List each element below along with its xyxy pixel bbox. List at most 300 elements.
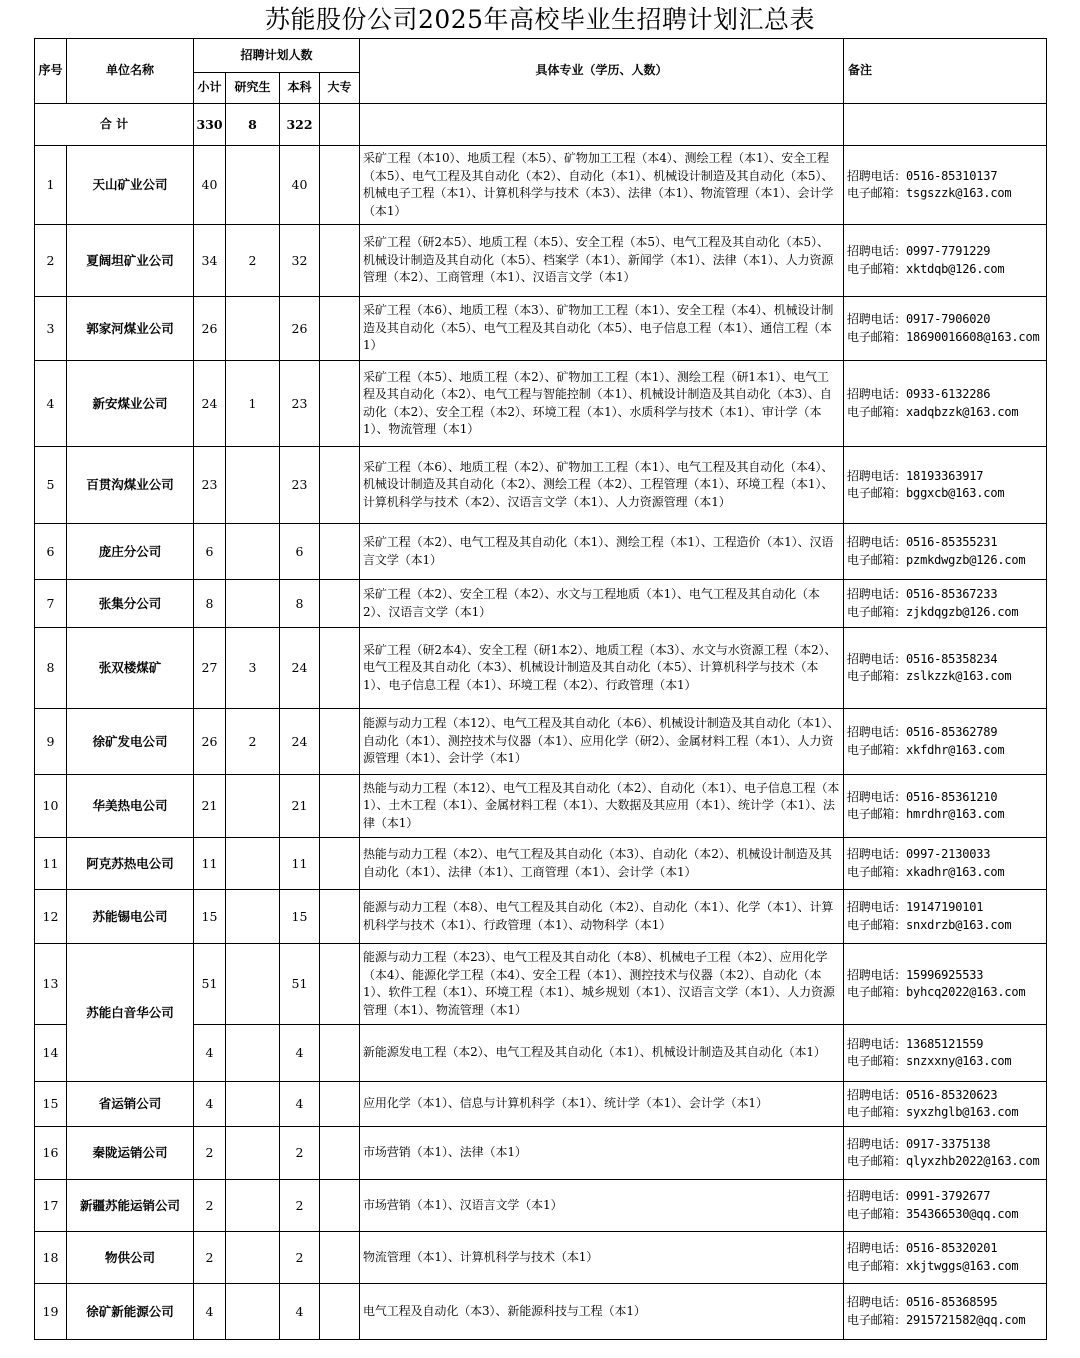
header-grad: 研究生	[226, 73, 280, 104]
email-value: xkadhr@163.com	[906, 864, 1005, 879]
phone-value: 0991-3792677	[906, 1189, 991, 1203]
row-subtotal: 4	[194, 1082, 226, 1127]
email-value: 18690016608@163.com	[906, 329, 1040, 344]
table-row	[35, 580, 1047, 628]
row-unit: 新安煤业公司	[67, 361, 194, 447]
row-majors: 采矿工程（本5）、地质工程（本2）、矿物加工工程（本1）、测绘工程（研1本1）、电气工程及其自动化（本2）、电气工程与智能控制（本1）、机械设计制造及其自动化（本3）、自动化（本2）、安全工程（本2）、环境工程（本1）、水质科学与技术（本1）、审计学（本1）、物流管理（本1）	[360, 361, 844, 447]
row-contact	[844, 297, 1047, 361]
email-value: byhcq2022@163.com	[906, 985, 1026, 999]
row-subtotal: 2	[194, 1127, 226, 1180]
row-unit: 天山矿业公司	[67, 146, 194, 225]
row-seq: 14	[35, 1025, 67, 1082]
email-value: xkfdhr@163.com	[906, 742, 1005, 757]
table-row	[35, 146, 1047, 225]
row-grad	[226, 297, 280, 361]
row-college	[320, 944, 360, 1025]
row-subtotal: 24	[194, 361, 226, 447]
table-row	[35, 524, 1047, 580]
row-majors: 电气工程及自动化（本3）、新能源科技与工程（本1）	[360, 1284, 844, 1340]
row-grad	[226, 580, 280, 628]
row-email	[847, 329, 1043, 347]
row-contact	[844, 944, 1047, 1025]
row-majors: 能源与动力工程（本12）、电气工程及其自动化（本6）、机械设计制造及其自动化（本1）、自动化（本1）、测控技术与仪器（本1）、应用化学（研2）、金属材料工程（本1）、人力资源管理（本1）、会计学（本1）	[360, 709, 844, 775]
row-college	[320, 524, 360, 580]
row-email	[847, 668, 1043, 686]
row-unit: 苏能白音华公司	[67, 944, 194, 1082]
row-bachelor: 6	[280, 524, 320, 580]
row-subtotal: 27	[194, 628, 226, 709]
row-seq: 8	[35, 628, 67, 709]
email-label: 电子邮箱：	[847, 1312, 907, 1327]
row-unit: 阿克苏热电公司	[67, 838, 194, 890]
row-college	[320, 1284, 360, 1340]
row-seq: 3	[35, 297, 67, 361]
row-subtotal: 6	[194, 524, 226, 580]
row-seq: 7	[35, 580, 67, 628]
row-grad	[226, 1025, 280, 1082]
row-unit: 省运销公司	[67, 1082, 194, 1127]
row-majors: 采矿工程（本6）、地质工程（本2）、矿物加工工程（本1）、电气工程及其自动化（本4）、机械设计制造及其自动化（本2）、测绘工程（本2）、工程管理（本1）、环境工程（本1）、计算机科学与技术（本2）、汉语言文学（本1）、人力资源管理（本1）	[360, 447, 844, 524]
row-bachelor: 51	[280, 944, 320, 1025]
row-grad	[226, 1082, 280, 1127]
row-seq: 19	[35, 1284, 67, 1340]
row-unit: 夏阔坦矿业公司	[67, 225, 194, 297]
phone-value: 19147190101	[906, 900, 984, 914]
row-bachelor: 2	[280, 1232, 320, 1284]
phone-label: 招聘电话：	[847, 651, 907, 666]
row-majors: 物流管理（本1）、计算机科学与技术（本1）	[360, 1232, 844, 1284]
email-value: xkjtwggs@163.com	[906, 1258, 1019, 1273]
row-email	[847, 1206, 1043, 1224]
row-grad: 2	[226, 225, 280, 297]
table-row	[35, 1180, 1047, 1232]
row-bachelor: 11	[280, 838, 320, 890]
row-grad	[226, 447, 280, 524]
row-majors: 采矿工程（本2）、安全工程（本2）、水文与工程地质（本1）、电气工程及其自动化（本2）、汉语言文学（本1）	[360, 580, 844, 628]
phone-value: 0516-85368595	[906, 1295, 998, 1309]
row-bachelor: 15	[280, 890, 320, 944]
row-phone	[847, 1036, 1043, 1054]
row-contact	[844, 580, 1047, 628]
row-seq: 6	[35, 524, 67, 580]
row-college	[320, 890, 360, 944]
header-notes: 备注	[844, 39, 1047, 104]
row-majors: 市场营销（本1）、法律（本1）	[360, 1127, 844, 1180]
email-label: 电子邮箱：	[847, 186, 907, 200]
email-label: 电子邮箱：	[847, 864, 907, 879]
phone-label: 招聘电话：	[847, 725, 907, 739]
row-bachelor: 23	[280, 447, 320, 524]
row-bachelor: 21	[280, 775, 320, 838]
row-phone	[847, 243, 1043, 261]
row-contact	[844, 1284, 1047, 1340]
row-contact	[844, 1025, 1047, 1082]
email-label: 电子邮箱：	[847, 261, 907, 276]
email-value: bggxcb@163.com	[906, 486, 1005, 500]
row-contact	[844, 524, 1047, 580]
email-label: 电子邮箱：	[847, 669, 907, 683]
email-label: 电子邮箱：	[847, 1054, 907, 1068]
row-email	[847, 404, 1043, 422]
row-email	[847, 917, 1043, 935]
header-unit: 单位名称	[67, 39, 194, 104]
row-bachelor: 8	[280, 580, 320, 628]
row-majors: 采矿工程（本6）、地质工程（本3）、矿物加工工程（本1）、安全工程（本4）、机械设计制造及其自动化（本5）、电气工程及其自动化（本5）、电子信息工程（本1）、通信工程（本1）	[360, 297, 844, 361]
total-majors	[360, 104, 844, 146]
row-bachelor: 24	[280, 709, 320, 775]
row-contact	[844, 1082, 1047, 1127]
row-contact	[844, 890, 1047, 944]
row-phone	[847, 899, 1043, 917]
table-row	[35, 225, 1047, 297]
row-subtotal: 11	[194, 838, 226, 890]
phone-value: 0516-85367233	[906, 587, 998, 601]
phone-value: 0917-3375138	[906, 1136, 991, 1151]
row-subtotal: 4	[194, 1284, 226, 1340]
row-email	[847, 984, 1043, 1002]
row-email	[847, 742, 1043, 760]
phone-label: 招聘电话：	[847, 312, 907, 326]
phone-label: 招聘电话：	[847, 587, 907, 601]
row-grad	[226, 944, 280, 1025]
total-subtotal: 330	[194, 104, 226, 146]
row-subtotal: 15	[194, 890, 226, 944]
phone-label: 招聘电话：	[847, 168, 907, 183]
header-bachelor: 本科	[280, 73, 320, 104]
phone-value: 15996925533	[906, 967, 984, 982]
row-unit: 张集分公司	[67, 580, 194, 628]
row-seq: 11	[35, 838, 67, 890]
phone-label: 招聘电话：	[847, 789, 907, 804]
row-unit: 郭家河煤业公司	[67, 297, 194, 361]
phone-label: 招聘电话：	[847, 387, 907, 401]
row-contact	[844, 775, 1047, 838]
email-label: 电子邮箱：	[847, 552, 907, 567]
total-college	[320, 104, 360, 146]
email-label: 电子邮箱：	[847, 329, 907, 344]
row-unit: 徐矿发电公司	[67, 709, 194, 775]
row-grad	[226, 146, 280, 225]
phone-label: 招聘电话：	[847, 535, 907, 549]
email-value: zjkdqgzb@126.com	[906, 604, 1019, 619]
row-bachelor: 40	[280, 146, 320, 225]
row-grad: 3	[226, 628, 280, 709]
row-subtotal: 8	[194, 580, 226, 628]
row-subtotal: 51	[194, 944, 226, 1025]
email-value: pzmkdwgzb@126.com	[906, 552, 1026, 567]
row-unit: 秦陇运销公司	[67, 1127, 194, 1180]
table-row	[35, 361, 1047, 447]
row-college	[320, 1127, 360, 1180]
row-contact	[844, 628, 1047, 709]
row-college	[320, 361, 360, 447]
row-seq: 9	[35, 709, 67, 775]
phone-label: 招聘电话：	[847, 244, 907, 258]
email-label: 电子邮箱：	[847, 917, 907, 932]
row-unit: 张双楼煤矿	[67, 628, 194, 709]
phone-label: 招聘电话：	[847, 1241, 907, 1255]
row-email	[847, 1053, 1043, 1071]
row-seq: 12	[35, 890, 67, 944]
table-row	[35, 890, 1047, 944]
row-unit: 苏能锡电公司	[67, 890, 194, 944]
phone-label: 招聘电话：	[847, 1295, 907, 1309]
row-bachelor: 2	[280, 1180, 320, 1232]
row-college	[320, 225, 360, 297]
row-college	[320, 628, 360, 709]
email-label: 电子邮箱：	[847, 486, 907, 500]
row-unit: 百贯沟煤业公司	[67, 447, 194, 524]
row-seq: 16	[35, 1127, 67, 1180]
table-row	[35, 447, 1047, 524]
phone-value: 0516-85358234	[906, 651, 998, 666]
email-label: 电子邮箱：	[847, 1206, 907, 1221]
phone-value: 0516-85355231	[906, 535, 998, 549]
row-bachelor: 32	[280, 225, 320, 297]
table-row	[35, 775, 1047, 838]
row-phone	[847, 311, 1043, 329]
row-email	[847, 1258, 1043, 1276]
row-grad	[226, 890, 280, 944]
email-value: snzxxny@163.com	[906, 1054, 1012, 1068]
row-college	[320, 1232, 360, 1284]
row-phone	[847, 386, 1043, 404]
row-unit: 华美热电公司	[67, 775, 194, 838]
email-label: 电子邮箱：	[847, 807, 907, 821]
row-contact	[844, 709, 1047, 775]
table-row	[35, 944, 1047, 1025]
row-seq: 13	[35, 944, 67, 1025]
total-row	[35, 104, 1047, 146]
row-phone	[847, 1188, 1043, 1206]
table-row	[35, 1127, 1047, 1180]
row-bachelor: 24	[280, 628, 320, 709]
recruitment-table	[34, 38, 1047, 1340]
email-value: hmrdhr@163.com	[906, 807, 1005, 821]
row-college	[320, 580, 360, 628]
phone-value: 0933-6132286	[906, 387, 991, 401]
email-label: 电子邮箱：	[847, 742, 907, 757]
total-notes	[844, 104, 1047, 146]
row-unit: 新疆苏能运销公司	[67, 1180, 194, 1232]
row-bachelor: 4	[280, 1284, 320, 1340]
row-seq: 17	[35, 1180, 67, 1232]
phone-value: 0516-85320623	[906, 1087, 998, 1102]
row-email	[847, 864, 1043, 882]
row-phone	[847, 1136, 1043, 1154]
row-grad: 2	[226, 709, 280, 775]
total-bachelor: 322	[280, 104, 320, 146]
row-majors: 新能源发电工程（本2）、电气工程及其自动化（本1）、机械设计制造及其自动化（本1）	[360, 1025, 844, 1082]
row-bachelor: 23	[280, 361, 320, 447]
phone-label: 招聘电话：	[847, 1087, 907, 1102]
row-college	[320, 775, 360, 838]
row-college	[320, 1180, 360, 1232]
header-subtotal: 小计	[194, 73, 226, 104]
row-email	[847, 806, 1043, 824]
row-bachelor: 4	[280, 1025, 320, 1082]
row-contact	[844, 1127, 1047, 1180]
table-row	[35, 838, 1047, 890]
row-unit: 徐矿新能源公司	[67, 1284, 194, 1340]
row-phone	[847, 1294, 1043, 1312]
row-bachelor: 2	[280, 1127, 320, 1180]
row-phone	[847, 534, 1043, 552]
row-email	[847, 1312, 1043, 1330]
row-subtotal: 26	[194, 297, 226, 361]
phone-label: 招聘电话：	[847, 1136, 907, 1151]
phone-value: 13685121559	[906, 1036, 984, 1051]
row-email	[847, 552, 1043, 570]
row-unit: 物供公司	[67, 1232, 194, 1284]
row-email	[847, 485, 1043, 503]
table-row	[35, 628, 1047, 709]
row-email	[847, 1104, 1043, 1122]
row-majors: 热能与动力工程（本2）、电气工程及其自动化（本3）、自动化（本2）、机械设计制造及其自动化（本1）、法律（本1）、工商管理（本1）、会计学（本1）	[360, 838, 844, 890]
row-phone	[847, 1240, 1043, 1258]
row-college	[320, 709, 360, 775]
row-phone	[847, 468, 1043, 486]
header-college: 大专	[320, 73, 360, 104]
row-phone	[847, 586, 1043, 604]
phone-label: 招聘电话：	[847, 967, 907, 982]
row-grad	[226, 1127, 280, 1180]
row-phone	[847, 789, 1043, 807]
row-contact	[844, 146, 1047, 225]
email-value: tsgszzk@163.com	[906, 186, 1012, 200]
row-phone	[847, 1087, 1043, 1105]
row-majors: 市场营销（本1）、汉语言文学（本1）	[360, 1180, 844, 1232]
header-plan: 招聘计划人数	[194, 39, 360, 73]
row-seq: 15	[35, 1082, 67, 1127]
row-seq: 2	[35, 225, 67, 297]
email-value: zslkzzk@163.com	[906, 669, 1012, 683]
row-contact	[844, 1232, 1047, 1284]
row-grad	[226, 1284, 280, 1340]
row-college	[320, 447, 360, 524]
email-value: snxdrzb@163.com	[906, 917, 1012, 932]
email-value: 354366530@qq.com	[906, 1206, 1019, 1221]
row-subtotal: 40	[194, 146, 226, 225]
row-majors: 采矿工程（研2本5）、地质工程（本5）、安全工程（本5）、电气工程及其自动化（本5）、机械设计制造及其自动化（本5）、档案学（本1）、新闻学（本1）、法律（本1）、人力资源管理（本2）、工商管理（本1）、汉语言文学（本1）	[360, 225, 844, 297]
row-majors: 采矿工程（研2本4）、安全工程（研1本2）、地质工程（本3）、水文与水资源工程（本2）、电气工程及其自动化（本3）、机械设计制造及其自动化（本5）、计算机科学与技术（本1）、电子信息工程（本1）、环境工程（本2）、行政管理（本1）	[360, 628, 844, 709]
row-phone	[847, 724, 1043, 742]
phone-label: 招聘电话：	[847, 1036, 907, 1051]
row-contact	[844, 838, 1047, 890]
phone-label: 招聘电话：	[847, 468, 907, 483]
row-email	[847, 261, 1043, 279]
email-label: 电子邮箱：	[847, 985, 907, 999]
row-subtotal: 4	[194, 1025, 226, 1082]
row-phone	[847, 846, 1043, 864]
phone-label: 招聘电话：	[847, 847, 907, 861]
row-contact	[844, 361, 1047, 447]
phone-value: 0997-2130033	[906, 847, 991, 861]
row-subtotal: 34	[194, 225, 226, 297]
row-contact	[844, 225, 1047, 297]
total-grad: 8	[226, 104, 280, 146]
row-grad: 1	[226, 361, 280, 447]
row-subtotal: 21	[194, 775, 226, 838]
row-seq: 18	[35, 1232, 67, 1284]
email-label: 电子邮箱：	[847, 1105, 907, 1119]
row-college	[320, 146, 360, 225]
email-label: 电子邮箱：	[847, 1258, 907, 1273]
row-college	[320, 838, 360, 890]
row-grad	[226, 524, 280, 580]
email-value: qlyxzhb2022@163.com	[906, 1154, 1040, 1168]
row-email	[847, 1153, 1043, 1171]
row-college	[320, 1082, 360, 1127]
row-college	[320, 297, 360, 361]
row-phone	[847, 168, 1043, 186]
row-seq: 5	[35, 447, 67, 524]
table-row	[35, 1284, 1047, 1340]
phone-value: 0516-85362789	[906, 725, 998, 739]
email-label: 电子邮箱：	[847, 604, 907, 619]
email-value: 2915721582@qq.com	[906, 1312, 1026, 1327]
row-majors: 应用化学（本1）、信息与计算机科学（本1）、统计学（本1）、会计学（本1）	[360, 1082, 844, 1127]
email-label: 电子邮箱：	[847, 1154, 907, 1168]
phone-value: 18193363917	[906, 468, 984, 483]
row-grad	[226, 838, 280, 890]
row-subtotal: 26	[194, 709, 226, 775]
table-row	[35, 1082, 1047, 1127]
email-value: syxzhglb@163.com	[906, 1105, 1019, 1119]
row-phone	[847, 651, 1043, 669]
row-subtotal: 23	[194, 447, 226, 524]
row-bachelor: 4	[280, 1082, 320, 1127]
row-phone	[847, 967, 1043, 985]
table-row	[35, 297, 1047, 361]
row-seq: 4	[35, 361, 67, 447]
row-college	[320, 1025, 360, 1082]
phone-label: 招聘电话：	[847, 900, 907, 914]
row-subtotal: 2	[194, 1232, 226, 1284]
email-value: xadqbzzk@163.com	[906, 404, 1019, 419]
row-seq: 10	[35, 775, 67, 838]
row-grad	[226, 1232, 280, 1284]
row-grad	[226, 1180, 280, 1232]
row-grad	[226, 775, 280, 838]
row-email	[847, 185, 1043, 203]
row-unit: 庞庄分公司	[67, 524, 194, 580]
phone-value: 0516-85361210	[906, 789, 998, 804]
row-subtotal: 2	[194, 1180, 226, 1232]
row-email	[847, 604, 1043, 622]
row-majors: 采矿工程（本2）、电气工程及其自动化（本1）、测绘工程（本1）、工程造价（本1）、汉语言文学（本1）	[360, 524, 844, 580]
email-value: xktdqb@126.com	[906, 261, 1005, 276]
page-title: 苏能股份公司2025年高校毕业生招聘计划汇总表	[264, 5, 816, 34]
row-majors: 热能与动力工程（本12）、电气工程及其自动化（本2）、自动化（本1）、电子信息工程（本1）、土木工程（本1）、金属材料工程（本1）、大数据及其应用（本1）、统计学（本1）、法律（本1）	[360, 775, 844, 838]
row-majors: 能源与动力工程（本23）、电气工程及其自动化（本8）、机械电子工程（本2）、应用化学（本4）、能源化学工程（本4）、安全工程（本1）、测控技术与仪器（本2）、自动化（本1）、软件工程（本1）、环境工程（本1）、城乡规划（本1）、汉语言文学（本1）、人力资源管理（本1）、物流管理（本1）	[360, 944, 844, 1025]
phone-value: 0917-7906020	[906, 312, 991, 326]
header-seq: 序号	[35, 39, 67, 104]
phone-value: 0516-85310137	[906, 168, 998, 183]
row-bachelor: 26	[280, 297, 320, 361]
phone-value: 0516-85320201	[906, 1241, 998, 1255]
total-label: 合 计	[35, 104, 194, 146]
row-majors: 采矿工程（本10）、地质工程（本5）、矿物加工工程（本4）、测绘工程（本1）、安全工程（本5）、电气工程及其自动化（本2）、自动化（本1）、机械设计制造及其自动化（本5）、机械电子工程（本1）、计算机科学与技术（本3）、法律（本1）、物流管理（本1）、会计学（本1）	[360, 146, 844, 225]
row-contact	[844, 1180, 1047, 1232]
row-majors: 能源与动力工程（本8）、电气工程及其自动化（本2）、自动化（本1）、化学（本1）、计算机科学与技术（本1）、行政管理（本1）、动物科学（本1）	[360, 890, 844, 944]
row-contact	[844, 447, 1047, 524]
table-row	[35, 1232, 1047, 1284]
email-label: 电子邮箱：	[847, 404, 907, 419]
table-row	[35, 709, 1047, 775]
phone-label: 招聘电话：	[847, 1189, 907, 1203]
header-majors: 具体专业（学历、人数）	[360, 39, 844, 104]
